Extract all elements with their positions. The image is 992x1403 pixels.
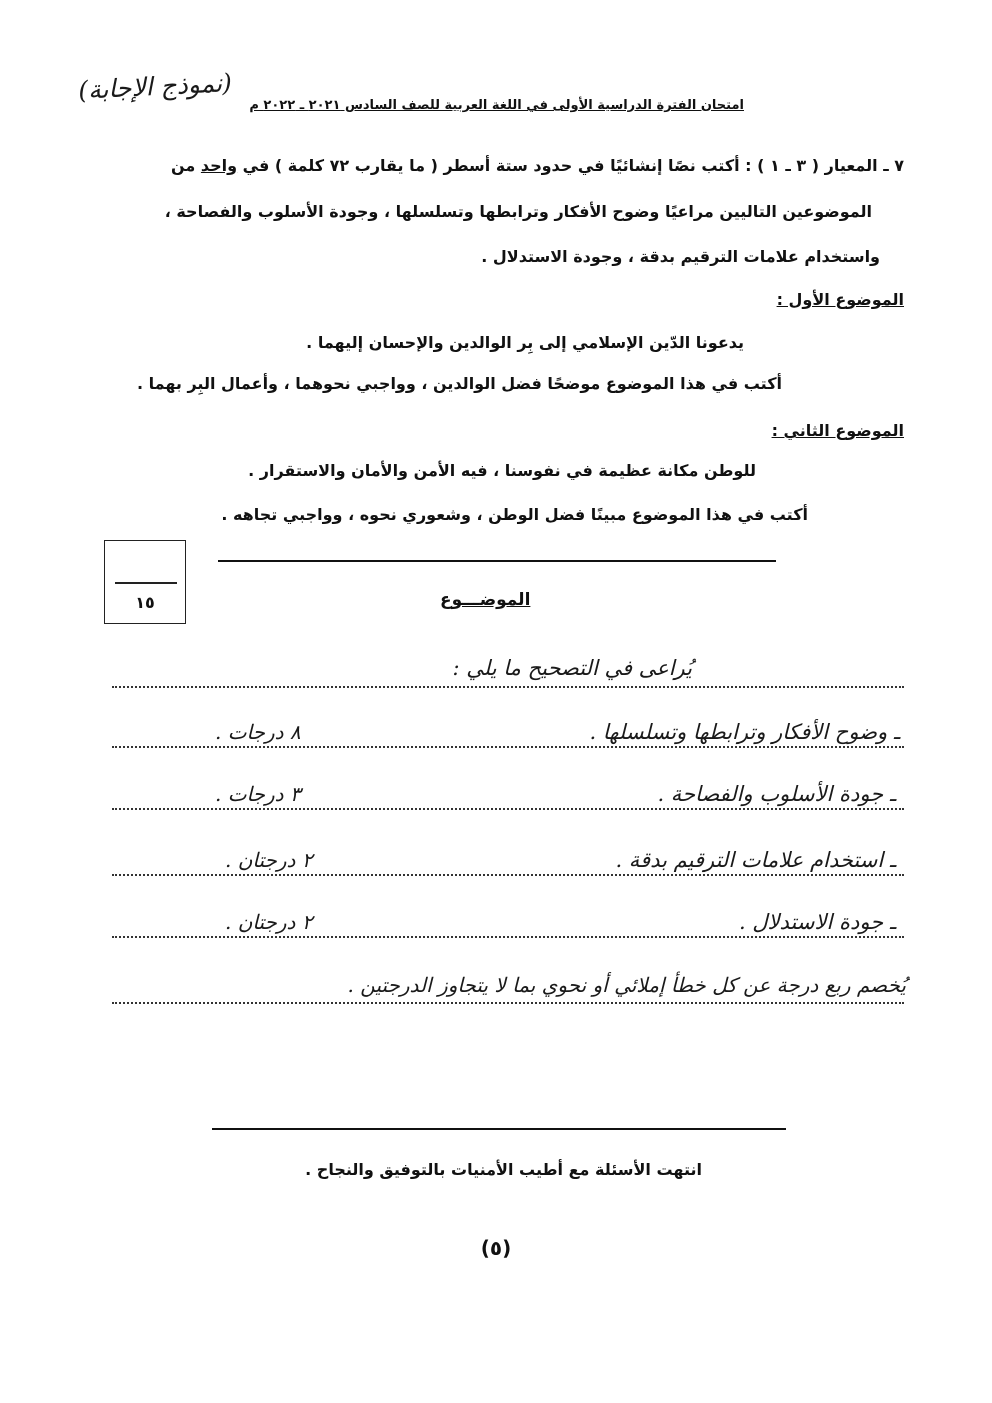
question-line-2: الموضوعين التاليين مراعيًا وضوح الأفكار وترابطها وتسلسلها ، وجودة الأسلوب والفصاحة ، xyxy=(164,202,872,221)
topic-1-line-1: يدعونا الدّين الإسلامي إلى بِر الوالدين والإحسان إليهما . xyxy=(306,333,744,352)
criterion-score: ٣ درجات . xyxy=(215,782,301,806)
answer-model-label: (نموذج الإجابة) xyxy=(77,67,233,106)
criterion-text: ـ وضوح الأفكار وترابطها وتسلسلها . xyxy=(589,720,900,744)
score-box-total: ١٥ xyxy=(135,593,155,612)
criterion-score: ٨ درجات . xyxy=(215,720,301,744)
criterion-text: ـ استخدام علامات الترقيم بدقة . xyxy=(615,848,896,872)
handwritten-intro: يُراعى في التصحيح ما يلي : xyxy=(452,656,692,680)
question-line-1-start: ٧ ـ المعيار ( ٣ ـ ١ ) : أكتب نصًا إنشائيًا في حدود ستة أسطر ( ما يقارب ٧٢ كلمة ) في xyxy=(237,156,904,175)
deduction-note: يُخصم ربع درجة عن كل خطأ إملائي أو نحوي بما لا يتجاوز الدرجتين . xyxy=(347,973,906,997)
answer-line xyxy=(112,686,904,688)
topic-2-title: الموضوع الثاني : xyxy=(771,421,904,440)
answer-line xyxy=(112,874,904,876)
topic-1-title: الموضوع الأول : xyxy=(776,290,904,309)
answer-line xyxy=(112,746,904,748)
score-box xyxy=(104,540,186,624)
question-line-1-end: من xyxy=(171,156,201,175)
exam-title: امتحان الفترة الدراسية الأولى في اللغة العربية للصف السادس ٢٠٢١ ـ ٢٠٢٢ م xyxy=(249,98,744,113)
subject-heading: الموضـــوع xyxy=(440,590,531,610)
closing-text: انتهت الأسئلة مع أطيب الأمنيات بالتوفيق والنجاح . xyxy=(305,1160,702,1179)
question-underlined-word: واحد xyxy=(200,156,238,175)
question-line-1 xyxy=(171,156,904,175)
topic-1-line-2: أكتب في هذا الموضوع موضحًا فضل الوالدين ، وواجبي نحوهما ، وأعمال البِر بهما . xyxy=(136,374,782,393)
separator-line-bottom xyxy=(212,1128,786,1130)
topic-2-line-1: للوطن مكانة عظيمة في نفوسنا ، فيه الأمن والأمان والاستقرار . xyxy=(248,461,756,480)
criterion-text: ـ جودة الاستدلال . xyxy=(738,910,896,934)
criterion-text: ـ جودة الأسلوب والفصاحة . xyxy=(657,782,896,806)
score-box-divider xyxy=(115,582,177,584)
answer-line xyxy=(112,936,904,938)
answer-line xyxy=(112,808,904,810)
criterion-score: ٢ درجتان . xyxy=(225,910,313,934)
answer-line xyxy=(112,1002,904,1004)
page-number: (٥) xyxy=(480,1236,512,1260)
topic-2-line-2: أكتب في هذا الموضوع مبينًا فضل الوطن ، وشعوري نحوه ، وواجبي تجاهه . xyxy=(221,505,808,524)
question-line-3: واستخدام علامات الترقيم بدقة ، وجودة الاستدلال . xyxy=(481,247,880,266)
separator-line-top xyxy=(218,560,776,562)
criterion-score: ٢ درجتان . xyxy=(225,848,313,872)
